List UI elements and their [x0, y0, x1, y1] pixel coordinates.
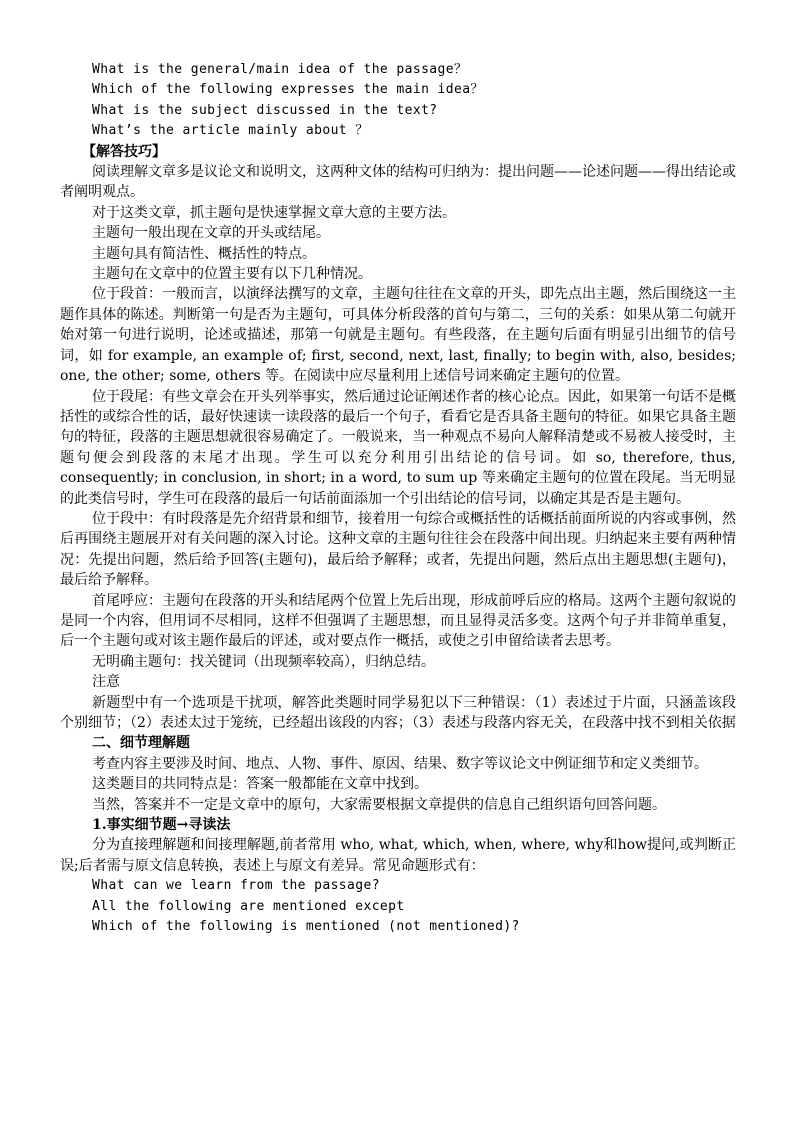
paragraph: 位于段首：一般而言，以演绎法撰写的文章，主题句往往在文章的开头，即先点出主题，然后围绕这一主题作具体的陈述。判断第一句是否为主题句，可具体分析段落的首句与第二，三句的关系：如果从第二句就开始对第一句进行说明，论述或描述，那第一句就是主题句。有些段落，在主题句后面有明显引出细节的信号词，如 for example, an example of; first, second, next, last, finally; to begin with, also, besides; one, the other; some, others 等。在阅读中应尽量利用上述信号词来确定主题句的位置。: [60, 286, 736, 385]
paragraph: 分为直接理解题和间接理解题,前者常用 who, what, which, when, where, why和how提问,或判断正误;后者需与原文信息转换，表述上与原文有差异。常见命题形式有：: [60, 837, 736, 874]
question-form: What is the subject discussed in the text?: [92, 102, 438, 118]
sub-heading: 1.事实细节题→寻读法: [92, 817, 231, 834]
paragraph: 这类题目的共同特点是：答案一般都能在文章中找到。: [92, 776, 428, 793]
paragraph: 主题句在文章中的位置主要有以下几种情况。: [92, 266, 372, 283]
question-form: Which of the following expresses the main idea？: [92, 82, 484, 98]
question-form: What’s the article mainly about ？: [92, 123, 369, 139]
paragraph: 阅读理解文章多是议论文和说明文，这两种文体的结构可归纳为：提出问题——论述问题——得出结论或者阐明观点。: [60, 164, 736, 201]
paragraph: 主题句一般出现在文章的开头或结尾。: [92, 225, 330, 242]
paragraph: 注意: [92, 674, 120, 691]
question-form: What is the general/main idea of the passage？: [92, 62, 468, 77]
paragraph: 对于这类文章，抓主题句是快速掌握文章大意的主要方法。: [92, 204, 456, 221]
paragraph: 主题句具有简洁性、概括性的特点。: [92, 245, 316, 262]
paragraph: 新题型中有一个选项是干扰项，解答此类题时同学易犯以下三种错误：（1）表述过于片面，只涵盖该段个别细节；（2）表述太过于笼统，已经超出该段的内容；（3）表述与段落内容无关，在段落中找不到相关依据: [60, 694, 736, 731]
question-form: What can we learn from the passage?: [92, 878, 380, 894]
paragraph: 考查内容主要涉及时间、地点、人物、事件、原因、结果、数字等议论文中例证细节和定义类细节。: [92, 755, 708, 772]
paragraph: 无明确主题句：找关键词（出现频率较高），归纳总结。: [92, 653, 435, 670]
paragraph: 位于段尾：有些文章会在开头列举事实，然后通过论证阐述作者的核心论点。因此，如果第一句话不是概括性的或综合性的话，最好快速读一读段落的最后一个句子，看看它是否具备主题句的特征。如果它具备主题句的特征，段落的主题思想就很容易确定了。一般说来，当一种观点不易向人解释清楚或不易被人接受时，主题句便会到段落的末尾才出现。学生可以充分利用引出结论的信号词。如 so, therefore, thus, consequently; in conclusion, in short; in a word, to sum up 等来确定主题句的位置在段尾。当无明显的此类信号时，学生可在段落的最后一句话前面添加一个引出结论的信号词，以确定其是否是主题句。: [60, 388, 736, 507]
tips-heading: 【解答技巧】: [82, 143, 166, 160]
question-form: All the following are mentioned except: [92, 898, 405, 914]
paragraph: 首尾呼应：主题句在段落的开头和结尾两个位置上先后出现，形成前呼后应的格局。这两个主题句叙说的是同一个内容，但用词不尽相同，这样不但强调了主题思想，而且显得灵活多变。这两个句子并非简单重复，后一个主题句或对该主题作最后的评述，或对要点作一概括，或使之引申留给读者去思考。: [60, 592, 736, 650]
paragraph: 当然，答案并不一定是文章中的原句，大家需要根据文章提供的信息自己组织语句回答问题。: [92, 796, 666, 813]
section-heading: 二、细节理解题: [92, 735, 190, 752]
document-page: [60, 60, 736, 937]
paragraph: 位于段中：有时段落是先介绍背景和细节，接着用一句综合或概括性的话概括前面所说的内容或事例，然后再围绕主题展开对有关问题的深入讨论。这种文章的主题句往往会在段落中间出现。归纳起来主要有两种情况：先提出问题，然后给予回答(主题句)，最后给予解释；或者，先提出问题，然后点出主题思想(主题句)，最后给予解释。: [60, 510, 736, 589]
question-form: Which of the following is mentioned (not mentioned)?: [92, 919, 520, 935]
